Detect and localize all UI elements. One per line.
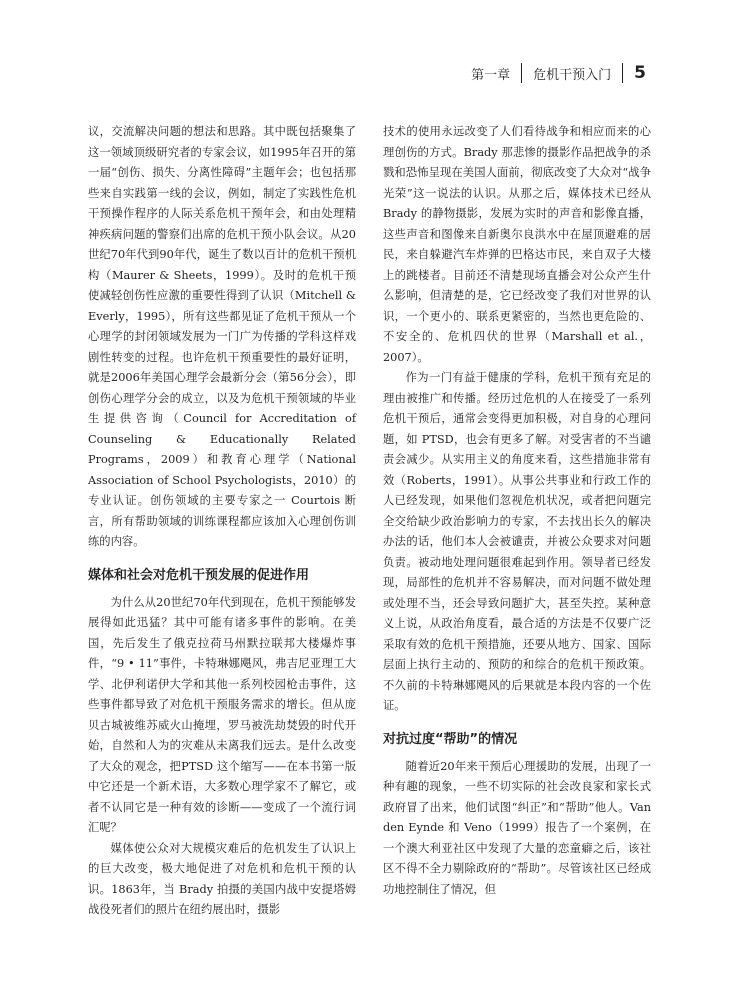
body-paragraph: 媒体使公众对大规模灾难后的危机发生了认识上的巨大改变，极大地促进了对危机和危机干预的认识。1863年，当 Brady 拍摄的美国内战中安提塔姆战役死者们的照片在纽约展出时，摄影: [88, 841, 356, 916]
body-paragraph: 为什么从20世纪70年代到现在，危机干预能够发展得如此迅猛？其中可能有诸多事件的影响。在美国，先后发生了俄克拉荷马州默拉联邦大楼爆炸事件，“9 • 11”事件，卡特琳娜飓风，弗吉尼亚理工大学、北伊利诺伊大学和其他一系列校园枪击事件，这些事件都导致了对危机干预服务需求的增长。但从庞贝古城被维苏威火山掩埋，罗马被洗劫焚毁的时代开始，自然和人为的灾难从未离我们远去。是什么改变了大众的观念，把PTSD 这个缩写——在本书第一版中它还是一个新术语，大多数心理学家不了解它，或者不认同它是一种有效的诊断——变成了一个流行词汇呢？: [88, 595, 356, 834]
body-paragraph: 技术的使用永远改变了人们看待战争和相应而来的心理创伤的方式。Brady 那悲惨的摄影作品把战争的杀戮和恐怖呈现在美国人面前，彻底改变了大众对“战争光荣”这一说法的认识。从那之后，媒体技术已经从 Brady 的静物摄影，发展为实时的声音和影像直播，这些声音和图像来自新奥尔良洪水中在屋顶避难的居民，来自躲避汽车炸弹的巴格达市民，来自双子大楼上的跳楼者。目前还不清楚现场直播会对公众产生什么影响，但清楚的是，它已经改变了我们对世界的认识，一个更小的、联系更紧密的，当然也更危险的、不安全的、危机四伏的世界（Marshall et al.，2007）。: [383, 125, 651, 364]
header-divider: [521, 63, 522, 83]
section-heading: 对抗过度“帮助”的情况: [383, 731, 518, 747]
page-number: 5: [634, 63, 646, 83]
right-column: [383, 122, 651, 900]
left-column: [88, 122, 356, 921]
section-heading: 媒体和社会对危机干预发展的促进作用: [88, 567, 310, 583]
chapter-title: 危机干预入门: [533, 67, 612, 83]
running-header: [0, 62, 646, 84]
body-paragraph: 议，交流解决问题的想法和思路。其中既包括聚集了这一领域顶级研究者的专家会议，如1995年召开的第一届“创伤、损失、分离性障碍”主题年会；也包括那些来自实践第一线的会议，例如，制定了实践性危机干预操作程序的人际关系危机干预年会，和由处理精神疾病问题的警察们出席的危机干预小队会议。从20世纪70年代到90年代，诞生了数以百计的危机干预机构（Maurer & Sheets，1999）。及时的危机干预使减轻创伤性应激的重要性得到了认识（Mitchell & Everly，1995），所有这些都见证了危机干预从一个心理学的封闭领域发展为一门广为传播的学科这样戏剧性转变的过程。也许危机干预重要性的最好证明，就是2006年美国心理学会最新分会（第56分会），即创伤心理学分会的成立，以及为危机干预领域的毕业生提供咨询（Council for Accreditation of Counseling & Educationally Related Programs，2009）和教育心理学（National Association of School Psychologists，2010）的专业认证。创伤领域的主要专家之一 Courtois 断言，所有帮助领域的训练课程都应该加入心理创伤训练的内容。: [88, 125, 356, 548]
header-divider: [622, 63, 623, 83]
body-paragraph: 随着近20年来干预后心理援助的发展，出现了一种有趣的现象，一些不切实际的社会改良家和家长式政府冒了出来，他们试图“纠正”和“帮助”他人。Van den Eynde 和 Veno（1999）报告了一个案例，在一个澳大利亚社区中发现了大量的恋童癖之后，该社区不得不全力剔除政府的“帮助”。尽管该社区已经成功地控制住了情况，但: [383, 759, 651, 896]
chapter-label: 第一章: [471, 67, 511, 83]
body-paragraph: 作为一门有益于健康的学科，危机干预有充足的理由被推广和传播。经历过危机的人在接受了一系列危机干预后，通常会变得更加积极，对自身的心理问题，如 PTSD，也会有更多了解。对受害者的不当谴责会减少。从实用主义的角度来看，这些措施非常有效（Roberts，1991）。从事公共事业和行政工作的人已经发现，如果他们忽视危机状况，或者把问题完全交给缺少政治影响力的专家，不去找出长久的解决办法的话，他们本人会被谴责，并被公众要求对问题负责。被动地处理问题很难起到作用。领导者已经发现，局部性的危机并不容易解决，而对问题不做处理或处理不当，还会导致问题扩大，甚至失控。某种意义上说，从政治角度看，最合适的方法是不仅要广泛采取有效的危机干预措施，还要从地方、国家、国际层面上执行主动的、预防的和综合的危机干预政策。不久前的卡特琳娜飓风的后果就是本段内容的一个佐证。: [383, 371, 651, 712]
